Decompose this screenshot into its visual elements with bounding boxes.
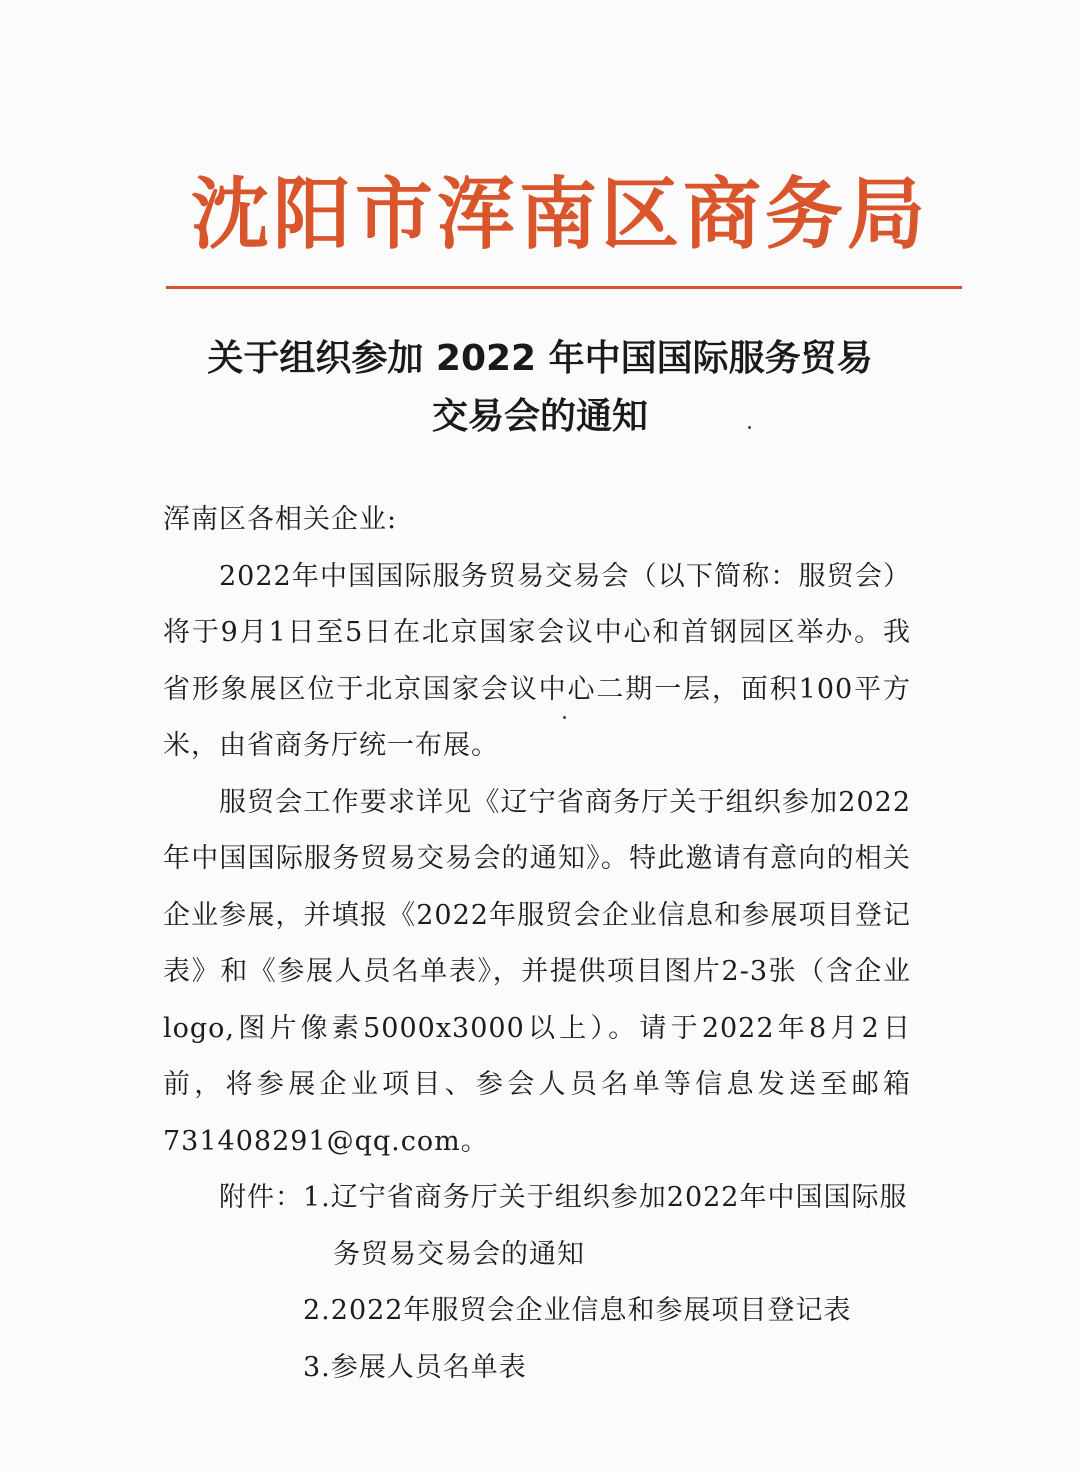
document-title	[140, 330, 940, 446]
attachment-2: 2.2022年服贸会企业信息和参展项目登记表	[303, 1295, 852, 1326]
attachment-1-line-2: 务贸易交易会的通知	[333, 1238, 585, 1270]
letterhead-title: 沈阳市浑南区商务局	[190, 170, 929, 260]
attachment-item	[163, 1170, 911, 1227]
scan-speck	[563, 716, 566, 719]
document-title-line-1: 关于组织参加 2022 年中国国际服务贸易	[207, 338, 873, 379]
document-title-line-2: 交易会的通知	[431, 396, 648, 437]
letterhead-rule	[166, 286, 962, 289]
salutation: 浑南区各相关企业:	[163, 504, 398, 535]
scan-speck	[748, 426, 751, 429]
attachment-1-line-1: 1.辽宁省商务厅关于组织参加2022年中国国际服	[303, 1182, 908, 1213]
paragraph-1: 2022年中国国际服务贸易交易会（以下简称：服贸会）将于9月1日至5日在北京国家会议中心和首钢园区举办。我省形象展区位于北京国家会议中心二期一层，面积100平方米，由省商务厅统一布展。	[163, 560, 911, 761]
attachments-label: 附件：	[219, 1182, 303, 1213]
document-body	[163, 492, 911, 1396]
paragraph-2: 服贸会工作要求详见《辽宁省商务厅关于组织参加2022年中国国际服务贸易交易会的通知》。特此邀请有意向的相关企业参展，并填报《2022年服贸会企业信息和参展项目登记表》和《参展人员名单表》，并提供项目图片2-3张（含企业logo,图片像素5000x3000以上）。请于2022年8月2日前，将参展企业项目、参会人员名单等信息发送至邮箱731408291@qq.com。	[163, 786, 911, 1157]
attachments-list	[163, 1170, 911, 1396]
attachment-3: 3.参展人员名单表	[303, 1351, 527, 1383]
